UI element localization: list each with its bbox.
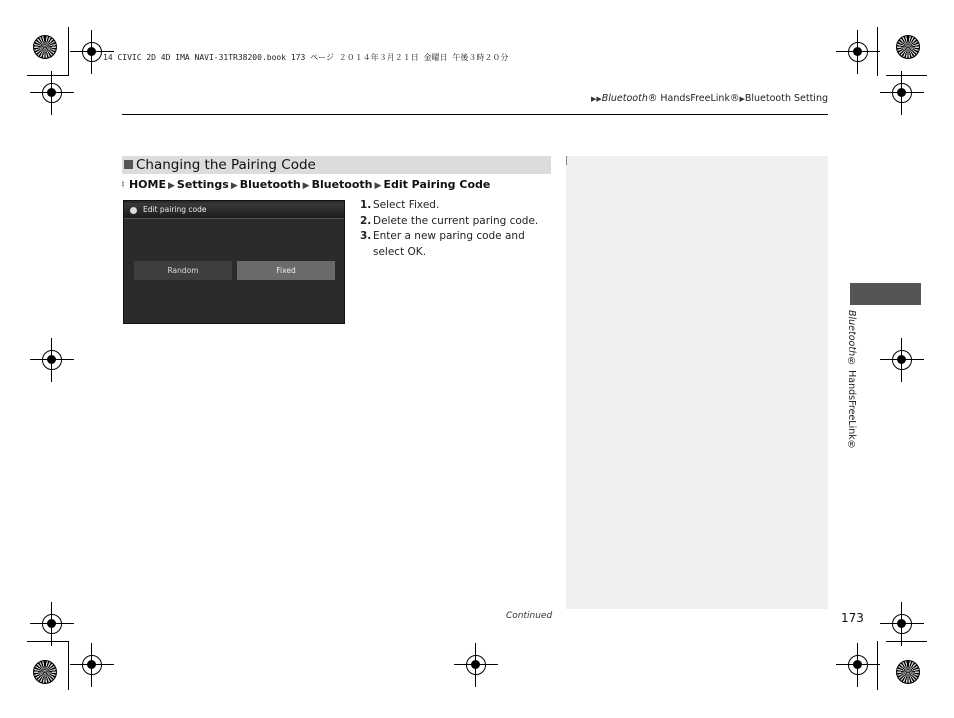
header-rule <box>122 114 828 115</box>
triangle-icon: ▶▶ <box>590 95 602 103</box>
path-step-bluetooth-2: Bluetooth <box>311 178 373 191</box>
breadcrumb-part-setting: Bluetooth Setting <box>744 93 828 104</box>
chapter-tab-label: Bluetooth® HandsFreeLink® <box>846 310 857 451</box>
screen-title: Edit pairing code <box>143 205 207 214</box>
instruction-steps <box>360 198 550 260</box>
path-step-settings: Settings <box>176 178 229 191</box>
fixed-button[interactable]: Fixed <box>237 261 335 280</box>
path-arrow-icon: ▶ <box>374 181 382 191</box>
random-button[interactable]: Random <box>134 261 232 280</box>
triangle-icon: ▶ <box>739 95 745 103</box>
registration-target-icon <box>466 655 486 675</box>
side-note-marker <box>566 156 567 165</box>
step-text: Delete the current paring code. <box>373 214 539 227</box>
step-item <box>360 229 550 260</box>
registration-target-icon <box>82 655 102 675</box>
registration-target-icon <box>82 42 102 62</box>
screen-illustration <box>123 200 345 324</box>
step-key: OK <box>407 245 423 258</box>
bluetooth-icon <box>130 207 137 214</box>
registration-star-icon <box>33 35 57 59</box>
registration-target-icon <box>892 350 912 370</box>
continued-label: Continued <box>506 611 553 621</box>
chapter-tab <box>850 283 921 305</box>
section-square-icon <box>124 160 133 169</box>
step-text: Select Fixed. <box>373 199 440 211</box>
path-step-home: HOME <box>128 178 166 191</box>
registration-target-icon <box>42 614 62 634</box>
registration-target-icon <box>892 83 912 103</box>
running-breadcrumb <box>591 93 828 104</box>
registration-target-icon <box>848 42 868 62</box>
step-text: Enter a new paring code and select OK. <box>373 230 525 258</box>
path-step-bluetooth: Bluetooth <box>239 178 301 191</box>
step-key: Fixed <box>408 199 436 211</box>
breadcrumb-part-bluetooth: Bluetooth <box>601 93 648 104</box>
step-item <box>360 198 550 214</box>
screen-header <box>124 203 344 219</box>
registration-target-icon <box>42 83 62 103</box>
registration-target-icon <box>42 350 62 370</box>
menu-path <box>121 178 490 191</box>
path-arrow-icon: ▶ <box>230 181 238 191</box>
print-filename: 14 CIVIC 2D 4D IMA NAVI-31TR38200.book 173 ページ ２０１４年３月２１日 金曜日 午後３時２０分 <box>103 53 509 62</box>
registration-star-icon <box>33 660 57 684</box>
registration-target-icon <box>892 614 912 634</box>
step-number: 3. <box>360 230 372 242</box>
breadcrumb-part-handsfreelink: ® HandsFreeLink® <box>647 93 740 104</box>
step-item <box>360 214 550 230</box>
page-number: 173 <box>841 611 864 625</box>
path-arrow-icon: ▶ <box>167 181 175 191</box>
side-note-box <box>566 156 828 609</box>
section-title: Changing the Pairing Code <box>136 157 316 173</box>
path-arrow-icon: ▶ <box>302 181 310 191</box>
voice-command-icon: ♮ <box>121 178 125 191</box>
step-number: 2. <box>360 214 372 227</box>
registration-star-icon <box>896 35 920 59</box>
path-step-edit-pairing-code: Edit Pairing Code <box>383 178 491 191</box>
registration-star-icon <box>896 660 920 684</box>
step-number: 1. <box>360 199 372 211</box>
registration-target-icon <box>848 655 868 675</box>
